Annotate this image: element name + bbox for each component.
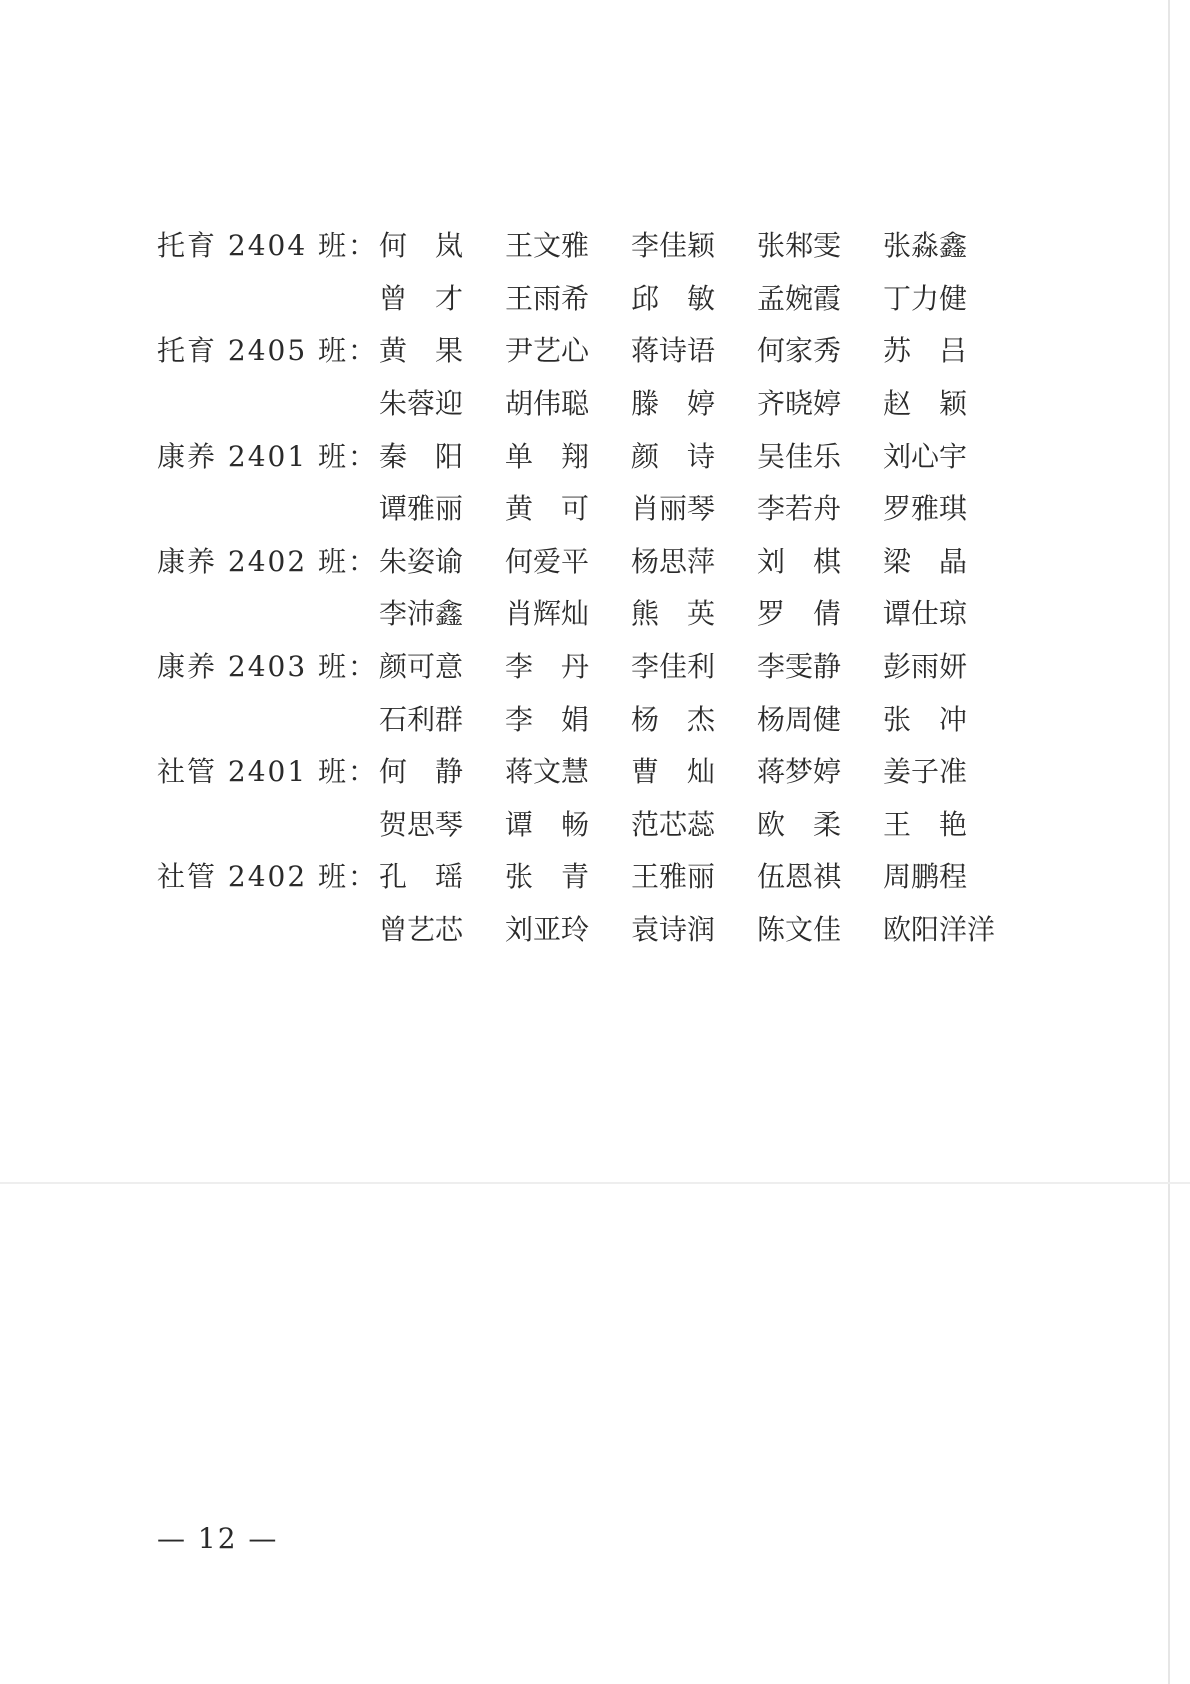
student-name: 黄 可 xyxy=(505,492,590,526)
student-name: 袁诗润 xyxy=(631,913,716,947)
student-name: 单 翔 xyxy=(505,439,590,473)
class-block xyxy=(157,534,1009,639)
student-name: 谭雅丽 xyxy=(379,492,464,526)
student-name: 蒋诗语 xyxy=(631,334,716,368)
page-number: — 12 — xyxy=(157,1522,279,1555)
name-row xyxy=(157,691,1009,744)
name-row xyxy=(157,744,1009,797)
name-row xyxy=(157,481,1009,534)
student-name: 王雅丽 xyxy=(631,860,716,894)
name-row xyxy=(157,586,1009,639)
student-name: 曾艺芯 xyxy=(379,913,464,947)
student-name: 王雨希 xyxy=(505,281,590,315)
student-name: 王文雅 xyxy=(505,229,590,263)
name-row xyxy=(157,797,1009,850)
student-name: 何爱平 xyxy=(505,544,590,578)
student-name: 姜子准 xyxy=(883,755,968,789)
student-name: 伍恩祺 xyxy=(757,860,842,894)
student-name: 周鹏程 xyxy=(883,860,968,894)
student-name: 胡伟聪 xyxy=(505,387,590,421)
student-name: 曹 灿 xyxy=(631,755,716,789)
name-row xyxy=(157,323,1009,376)
name-row xyxy=(157,534,1009,587)
class-roster xyxy=(157,218,1009,954)
student-name: 罗雅琪 xyxy=(883,492,968,526)
student-name: 张 青 xyxy=(505,860,590,894)
student-name: 黄 果 xyxy=(379,334,464,368)
student-name: 欧 柔 xyxy=(757,807,842,841)
student-name: 尹艺心 xyxy=(505,334,590,368)
class-block xyxy=(157,744,1009,849)
student-name: 颜可意 xyxy=(379,650,464,684)
class-block xyxy=(157,849,1009,954)
student-name: 朱姿谕 xyxy=(379,544,464,578)
name-row xyxy=(157,218,1009,271)
student-name: 谭仕琼 xyxy=(883,597,968,631)
student-name: 齐晓婷 xyxy=(757,387,842,421)
student-name: 何家秀 xyxy=(757,334,842,368)
class-label: 托育 2404 班： xyxy=(157,229,379,263)
student-name: 颜 诗 xyxy=(631,439,716,473)
student-name: 李 丹 xyxy=(505,650,590,684)
student-name: 孟婉霞 xyxy=(757,281,842,315)
student-name: 杨思萍 xyxy=(631,544,716,578)
student-name: 蒋梦婷 xyxy=(757,755,842,789)
name-row xyxy=(157,849,1009,902)
student-name: 杨周健 xyxy=(757,702,842,736)
student-name: 刘亚玲 xyxy=(505,913,590,947)
student-name: 李若舟 xyxy=(757,492,842,526)
student-name: 李佳颖 xyxy=(631,229,716,263)
student-name: 刘心宇 xyxy=(883,439,968,473)
student-name: 何 岚 xyxy=(379,229,464,263)
student-name: 肖丽琴 xyxy=(631,492,716,526)
student-name: 李沛鑫 xyxy=(379,597,464,631)
student-name: 李佳利 xyxy=(631,650,716,684)
student-name: 吴佳乐 xyxy=(757,439,842,473)
name-row xyxy=(157,639,1009,692)
student-name: 贺思琴 xyxy=(379,807,464,841)
student-name: 石利群 xyxy=(379,702,464,736)
student-name: 苏 吕 xyxy=(883,334,968,368)
scan-edge-line xyxy=(1168,0,1170,1684)
student-name: 范芯蕊 xyxy=(631,807,716,841)
student-name: 梁 晶 xyxy=(883,544,968,578)
class-label: 社管 2401 班： xyxy=(157,755,379,789)
name-row xyxy=(157,271,1009,324)
student-name: 何 静 xyxy=(379,755,464,789)
class-label: 社管 2402 班： xyxy=(157,860,379,894)
student-name: 滕 婷 xyxy=(631,387,716,421)
student-name: 谭 畅 xyxy=(505,807,590,841)
class-block xyxy=(157,218,1009,323)
student-name: 罗 倩 xyxy=(757,597,842,631)
name-row xyxy=(157,428,1009,481)
student-name: 张邾雯 xyxy=(757,229,842,263)
student-name: 张淼鑫 xyxy=(883,229,968,263)
student-name: 肖辉灿 xyxy=(505,597,590,631)
class-label: 康养 2402 班： xyxy=(157,544,379,578)
student-name: 李雯静 xyxy=(757,650,842,684)
student-name: 邱 敏 xyxy=(631,281,716,315)
student-name: 赵 颖 xyxy=(883,387,968,421)
student-name: 陈文佳 xyxy=(757,913,842,947)
class-block xyxy=(157,323,1009,428)
student-name: 蒋文慧 xyxy=(505,755,590,789)
class-block xyxy=(157,428,1009,533)
student-name: 杨 杰 xyxy=(631,702,716,736)
class-label: 康养 2403 班： xyxy=(157,650,379,684)
student-name: 秦 阳 xyxy=(379,439,464,473)
student-name: 张 冲 xyxy=(883,702,968,736)
student-name: 熊 英 xyxy=(631,597,716,631)
student-name: 李 娟 xyxy=(505,702,590,736)
student-name: 欧阳洋洋 xyxy=(883,913,996,947)
student-name: 丁力健 xyxy=(883,281,968,315)
student-name: 曾 才 xyxy=(379,281,464,315)
scan-fold-line xyxy=(0,1182,1190,1184)
name-row xyxy=(157,902,1009,955)
student-name: 孔 瑶 xyxy=(379,860,464,894)
student-name: 朱蓉迎 xyxy=(379,387,464,421)
class-label: 康养 2401 班： xyxy=(157,439,379,473)
name-row xyxy=(157,376,1009,429)
class-block xyxy=(157,639,1009,744)
class-label: 托育 2405 班： xyxy=(157,334,379,368)
student-name: 王 艳 xyxy=(883,807,968,841)
student-name: 刘 棋 xyxy=(757,544,842,578)
student-name: 彭雨妍 xyxy=(883,650,968,684)
